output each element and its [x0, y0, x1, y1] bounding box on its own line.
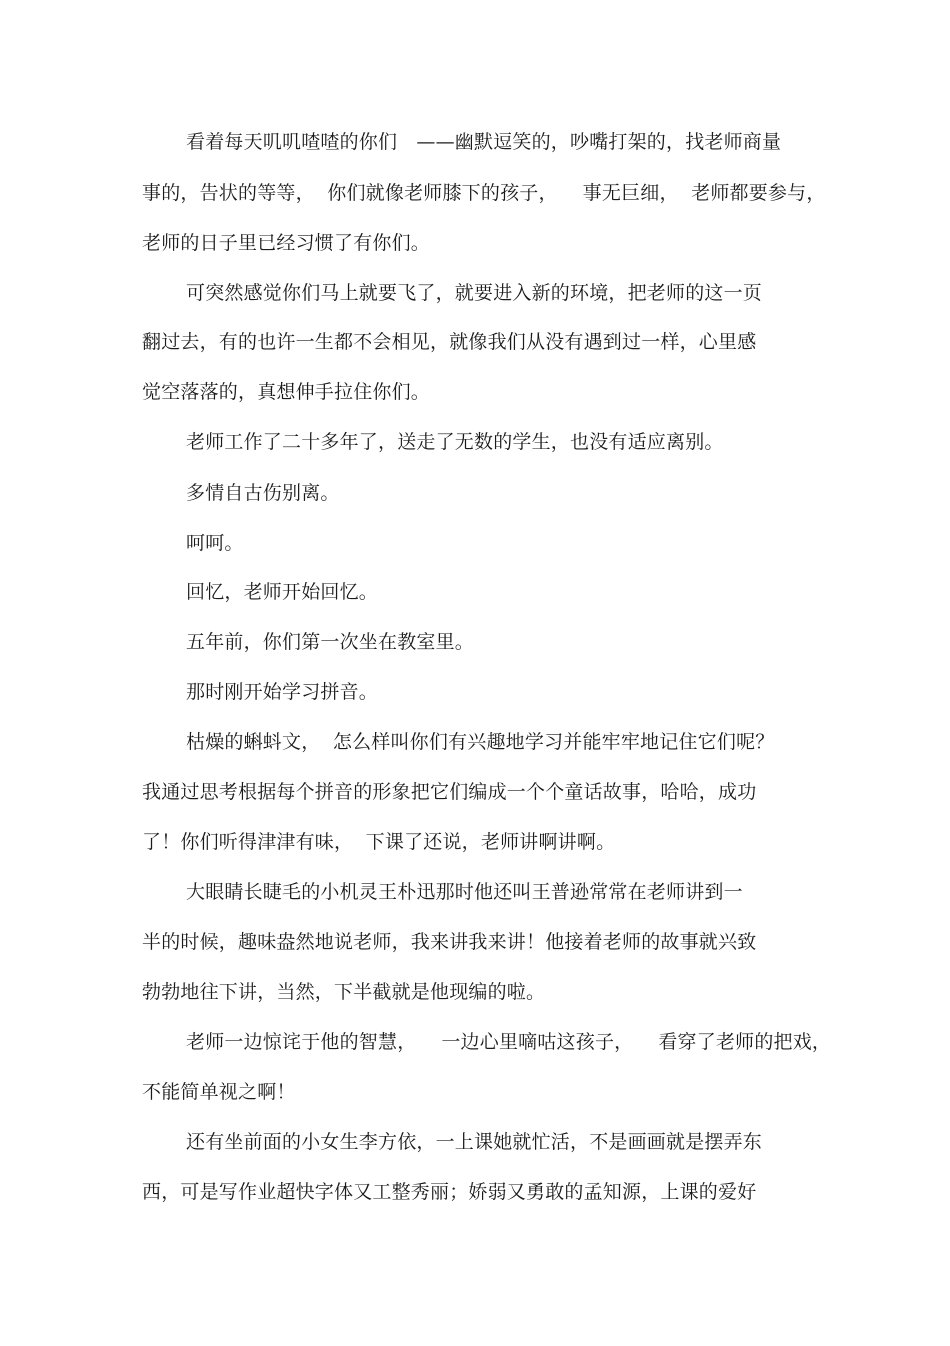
- text-line: 老师一边惊诧于他的智慧， 一边心里嘀咕这孩子， 看穿了老师的把戏，: [186, 1031, 832, 1053]
- text-line: 翻过去，有的也许一生都不会相见，就像我们从没有遇到过一样，心里感: [142, 331, 757, 353]
- text-line: 我通过思考根据每个拼音的形象把它们编成一个个童话故事，哈哈，成功: [142, 781, 757, 803]
- text-line: 枯燥的蝌蚪文， 怎么样叫你们有兴趣地学习并能牢牢地记住它们呢？: [186, 731, 775, 753]
- text-line: 老师的日子里已经习惯了有你们。: [142, 232, 431, 254]
- text-line: 呵呵。: [186, 532, 244, 554]
- text-line: 了！你们听得津津有味， 下课了还说，老师讲啊讲啊。: [142, 831, 616, 853]
- text-line: 大眼睛长睫毛的小机灵王朴迅那时他还叫王普逊常常在老师讲到一: [186, 881, 743, 903]
- text-line: 还有坐前面的小女生李方依，一上课她就忙活，不是画画就是摆弄东: [186, 1131, 763, 1153]
- text-line: 多情自古伤别离。: [186, 482, 340, 504]
- text-line: 回忆，老师开始回忆。: [186, 581, 379, 603]
- text-line: 半的时候，趣味盎然地说老师，我来讲我来讲！他接着老师的故事就兴致: [142, 931, 757, 953]
- text-line: 老师工作了二十多年了，送走了无数的学生，也没有适应离别。: [186, 431, 724, 453]
- text-line: 事的，告状的等等， 你们就像老师膝下的孩子， 事无巨细， 老师都要参与，: [142, 182, 826, 204]
- text-line: 可突然感觉你们马上就要飞了，就要进入新的环境，把老师的这一页: [186, 282, 763, 304]
- text-line: 那时刚开始学习拼音。: [186, 681, 379, 703]
- text-line: 不能简单视之啊！: [142, 1081, 296, 1103]
- text-line: 西，可是写作业超快字体又工整秀丽；娇弱又勇敢的孟知源，上课的爱好: [142, 1181, 757, 1203]
- text-line: 勃勃地往下讲，当然，下半截就是他现编的啦。: [142, 981, 546, 1003]
- text-line: 觉空落落的，真想伸手拉住你们。: [142, 381, 431, 403]
- text-line: 五年前，你们第一次坐在教室里。: [186, 631, 475, 653]
- text-line: 看着每天叽叽喳喳的你们 ——幽默逗笑的，吵嘴打架的，找老师商量: [186, 131, 782, 153]
